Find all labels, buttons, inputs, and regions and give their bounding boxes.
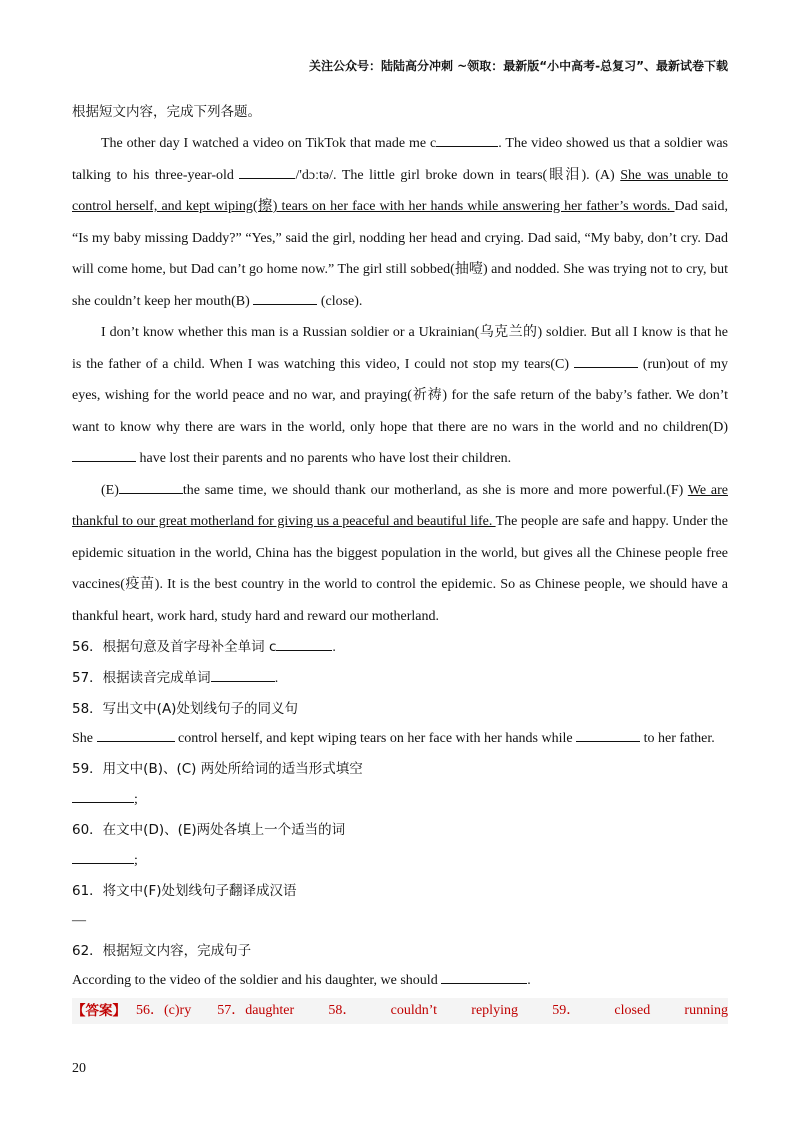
- q58-blank-2: [576, 740, 640, 742]
- question-58: 58．写出文中(A)处划线句子的同义句: [72, 701, 298, 717]
- q58-b: control herself, and kept wiping tears on her face with her hands while: [174, 731, 577, 746]
- p3-text-b: the same time, we should thank our motherland, as she is more and more powerful.(F): [182, 482, 688, 498]
- p3-text-a: (E): [101, 482, 119, 498]
- blank-d: [72, 460, 136, 462]
- p2-text-c: have lost their parents and no parents who have lost their children.: [136, 451, 512, 466]
- paragraph-2: [72, 317, 728, 475]
- q58-a: She: [72, 731, 97, 746]
- question-56: [72, 632, 728, 663]
- q60-answer-line: [72, 846, 728, 876]
- q62-text: According to the video of the soldier and his daughter, we should: [72, 973, 442, 988]
- q59-answer-line: [72, 785, 728, 815]
- answer-item: replying: [471, 1003, 518, 1018]
- p2-text-a: I don’t know whether this man is a Russian soldier or a Ukrainian(乌克兰的) soldier. But all I know is that he is the father of a child. When I was watching this video, I could not stop my tears(C): [72, 325, 728, 372]
- q57-period: .: [274, 671, 279, 686]
- q59-blank: [72, 801, 134, 803]
- p1-text-b: . The video showed us that a soldier was talking to his three-year-old: [72, 136, 729, 183]
- page-number: 20: [72, 1061, 86, 1076]
- question-59: 59．用文中(B)、(C) 两处所给词的适当形式填空: [72, 761, 363, 777]
- underlined-sentence-a: She was unable to control herself, and kept wiping(擦) tears on her face with her hands while answering her father’s words.: [72, 167, 728, 214]
- blank-b: [253, 303, 317, 305]
- p1-text-e: (close).: [317, 293, 363, 309]
- blank-57: [239, 177, 295, 179]
- q60-blank: [72, 862, 134, 864]
- q60-semi: ;: [134, 853, 138, 868]
- q56-period: .: [332, 640, 336, 655]
- q57-text: 57．根据读音完成单词: [72, 670, 211, 686]
- question-58-sentence: [72, 724, 728, 754]
- q59-semi: ;: [134, 792, 138, 807]
- question-62-sentence: [72, 966, 728, 996]
- q62-period: .: [527, 973, 531, 988]
- question-62: 62．根据短文内容，完成句子: [72, 943, 252, 959]
- answer-item: 59．: [552, 1003, 581, 1018]
- p2-text-b: (run)out of my eyes, wishing for the world peace and no war, and praying(祈祷) for the safe return of the baby’s father. We don’t want to know why there are wars in the world, only hope that there are no wars in the world and no children(D): [72, 356, 728, 435]
- document-body: [72, 97, 728, 1024]
- q56-text: 56．根据句意及首字母补全单词 c: [72, 639, 277, 655]
- answer-label: 【答案】: [72, 1003, 126, 1019]
- answer-item: 57．daughter: [217, 1003, 295, 1018]
- p1-text-a: The other day I watched a video on TikTok that made me c: [101, 136, 437, 151]
- p1-text-d: Dad said, “Is my baby missing Daddy?” “Yes,” said the girl, nodding her head and crying. Dad said, “My baby, don’t cry. Dad will come home, but Dad can’t go home now.” The girl still sobbed(抽噎) and nodded. She was trying not to cry, but she couldn’t keep her mouth(B): [72, 199, 728, 309]
- blank-56: [436, 145, 498, 147]
- answer-item: closed: [614, 1003, 651, 1018]
- page-header: 关注公众号：陆陆高分冲刺 ~领取：最新版“小中高考-总复习”、最新试卷下载: [309, 59, 728, 73]
- answer-item: 56．(c)ry: [136, 1003, 192, 1018]
- q58-blank-1: [97, 740, 175, 742]
- answer-item: running: [684, 1003, 728, 1018]
- question-60: 60．在文中(D)、(E)两处各填上一个适当的词: [72, 822, 346, 838]
- instruction: 根据短文内容，完成下列各题。: [72, 104, 261, 120]
- paragraph-1: [72, 128, 728, 317]
- blank-c: [574, 366, 638, 368]
- blank-e: [119, 492, 183, 494]
- question-61: 61．将文中(F)处划线句子翻译成汉语: [72, 883, 297, 899]
- q58-c: to her father.: [640, 731, 715, 746]
- underlined-sentence-f: We are thankful to our great motherland for giving us a peaceful and beautiful life.: [72, 482, 728, 529]
- p1-text-c: /'dɔːtə/. The little girl broke down in tears(眼泪). (A): [295, 167, 621, 183]
- paragraph-3: [72, 475, 728, 633]
- answer-line: [72, 998, 728, 1024]
- q62-blank: [441, 982, 527, 984]
- q56-blank: [276, 649, 332, 651]
- p3-text-c: The people are safe and happy. Under the epidemic situation in the world, China has the biggest population in the world, but gives all the Chinese people free vaccines(疫苗). It is the best country in the world to control the epidemic. So as Chinese people, we should have a thankful heart, work hard, study hard and reward our motherland.: [72, 514, 728, 624]
- q61-answer-line: —: [72, 913, 86, 928]
- q57-blank: [211, 680, 275, 682]
- question-57: [72, 663, 728, 694]
- answer-item: 58．: [328, 1003, 357, 1018]
- answer-item: couldn’t: [390, 1003, 438, 1018]
